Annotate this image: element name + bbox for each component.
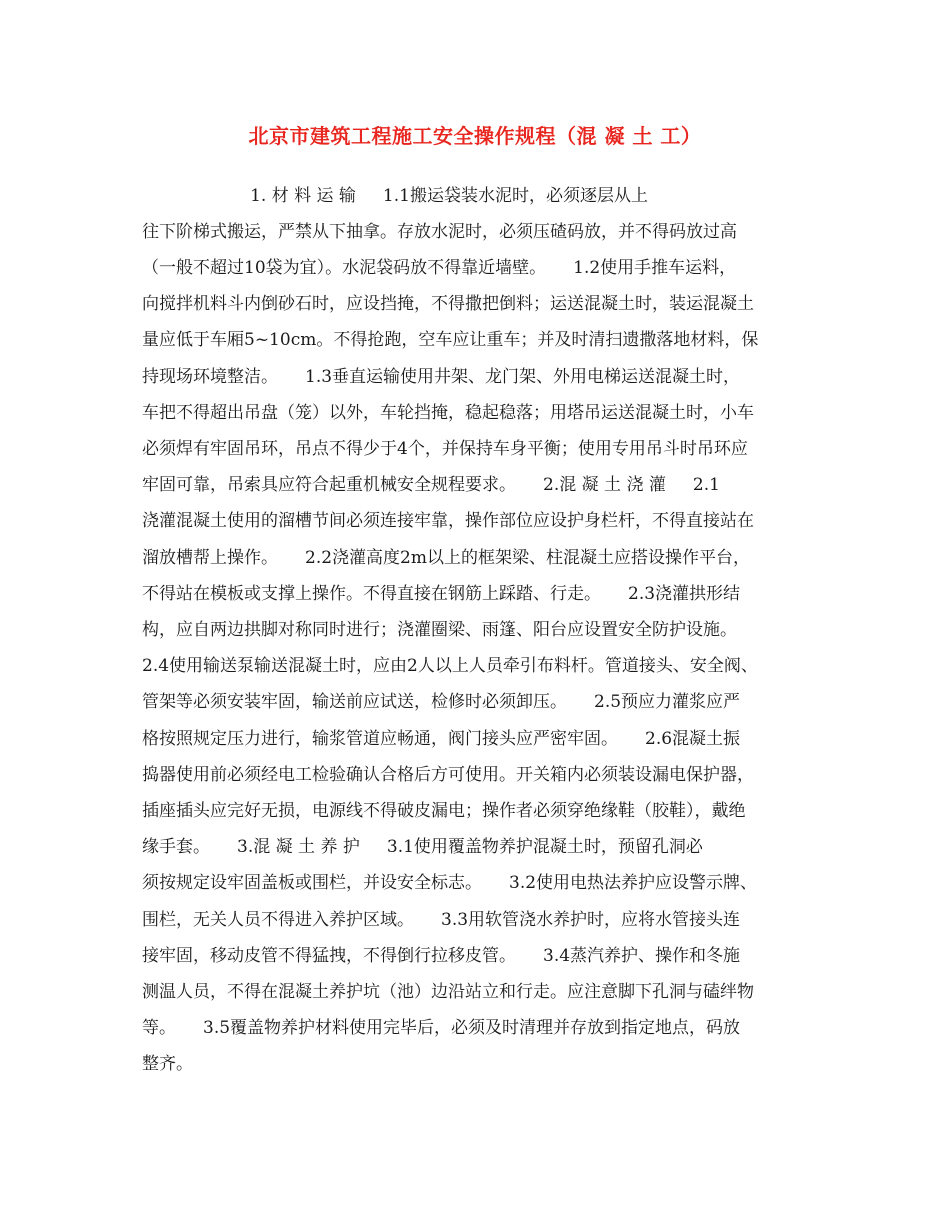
body-line: 围栏，无关人员不得进入养护区域。 3.3用软管浇水养护时，应将水管接头连 <box>142 910 741 930</box>
body-line: 等。 3.5覆盖物养护材料使用完毕后，必须及时清理并存放到指定地点，码放 <box>142 1018 741 1038</box>
body-line: 须按规定设牢固盖板或围栏，并设安全标志。 3.2使用电热法养护应设警示牌、 <box>142 873 758 893</box>
body-line: 浇灌混凝土使用的溜槽节间必须连接牢靠，操作部位应设护身栏杆，不得直接站在 <box>142 511 754 531</box>
body-line: 1. 材 料 运 输 1.1搬运袋装水泥时，必须逐层从上 <box>142 186 648 206</box>
body-line: 缘手套。 3.混 凝 土 养 护 3.1使用覆盖物养护混凝土时，预留孔洞必 <box>142 837 703 857</box>
body-line: 捣器使用前必须经电工检验确认合格后方可使用。开关箱内必须装设漏电保护器， <box>142 765 754 785</box>
body-line: 持现场环境整洁。 1.3垂直运输使用井架、龙门架、外用电梯运送混凝土时， <box>142 367 741 387</box>
body-line: 车把不得超出吊盘（笼）以外，车轮挡掩，稳起稳落；用塔吊运送混凝土时，小车 <box>142 403 754 423</box>
body-line: （一般不超过10袋为宜）。水泥袋码放不得靠近墙壁。 1.2使用手推车运料， <box>142 258 737 278</box>
body-line: 整齐。 <box>142 1054 193 1074</box>
body-line: 2.4使用输送泵输送混凝土时，应由2人以上人员牵引布料杆。管道接头、安全阀、 <box>142 656 758 676</box>
body-line: 管架等必须安装牢固，输送前应试送，检修时必须卸压。 2.5预应力灌浆应严 <box>142 692 741 712</box>
body-line: 往下阶梯式搬运，严禁从下抽拿。存放水泥时，必须压碴码放，并不得码放过高 <box>142 222 737 242</box>
body-line: 不得站在模板或支撑上操作。不得直接在钢筋上踩踏、行走。 2.3浇灌拱形结 <box>142 584 741 604</box>
body-line: 格按照规定压力进行，输浆管道应畅通，阀门接头应严密牢固。 2.6混凝土振 <box>142 729 741 749</box>
body-line: 必须焊有牢固吊环，吊点不得少于4个，并保持车身平衡；使用专用吊斗时吊环应 <box>142 439 748 459</box>
body-line: 溜放槽帮上操作。 2.2浇灌高度2m以上的框架梁、柱混凝土应搭设操作平台， <box>142 548 750 568</box>
body-line: 接牢固，移动皮管不得猛拽，不得倒行拉移皮管。 3.4蒸汽养护、操作和冬施 <box>142 946 741 966</box>
body-line: 插座插头应完好无损，电源线不得破皮漏电；操作者必须穿绝缘鞋（胶鞋），戴绝 <box>142 801 746 821</box>
body-line: 牢固可靠，吊索具应符合起重机械安全规程要求。 2.混 凝 土 浇 灌 2.1 <box>142 475 720 495</box>
body-line: 测温人员，不得在混凝土养护坑（池）边沿站立和行走。应注意脚下孔洞与磕绊物 <box>142 982 754 1002</box>
body-line: 构，应自两边拱脚对称同时进行；浇灌圈梁、雨篷、阳台应设置安全防护设施。 <box>142 620 737 640</box>
body-line: 向搅拌机料斗内倒砂石时，应设挡掩，不得撒把倒料；运送混凝土时，装运混凝土 <box>142 294 754 314</box>
body-line: 量应低于车厢5~10cm。不得抢跑，空车应让重车；并及时清扫遗撒落地材料，保 <box>142 330 759 350</box>
document-title: 北京市建筑工程施工安全操作规程（混 凝 土 工） <box>248 124 702 148</box>
